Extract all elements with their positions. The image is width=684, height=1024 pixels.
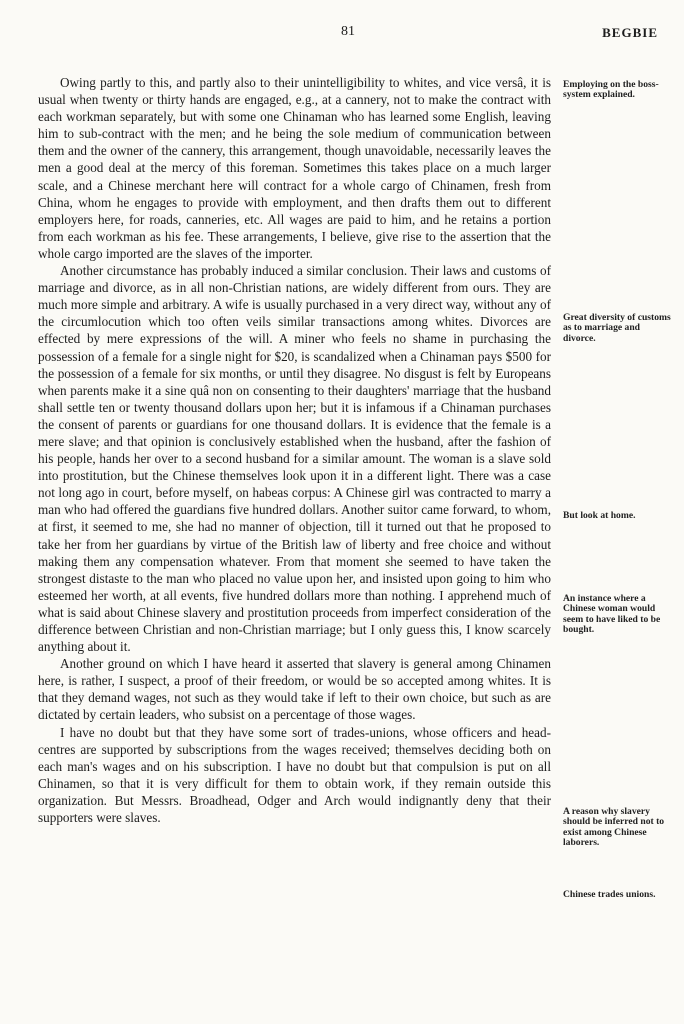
paragraph-marriage-customs: Another circumstance has probably induced a similar conclusion. Their laws and customs of marriage and divorce, as in all non-Christian nations, are widely different from ours. They are much more simple and arbitrary. A wife is usually purchased in a very direct way, without any of the circumlocution which too often veils similar transactions among whites. Divorces are effected by mere expressions of the will. A miner who feels no shame in purchasing the possession of a female for a single night for $20, is scandalized when a Chinaman pays $500 for the possession of a female for six months, or until they disagree. No disgust is felt by Europeans when parents make it a sine quâ non on consenting to their daughters' marriage that the husband shall settle ten or twenty thousand dollars upon her; but it is infamous if a Chinaman purchases the consent of parents or guardians for one thousand dollars. It is evidence that the female is a mere slave; and that opinion is conclusively established when the husband, after the fashion of his people, hands her over to a second husband for a similar amount. The woman is a slave sold into prostitution, but the Chinese themselves look upon it in a different light. There was a case not long ago in court, before myself, on habeas corpus: A Chinese girl was contracted to marry a man who had offered the guardians five hundred dollars. Another suitor came forward, to whom, at first, it seemed to me, she had no manner of objection, till it turned out that he proposed to take her from her guardians by virtue of the British law of liberty and free choice and without making them any compensation whatever. From that moment she seemed to have taken the strongest distaste to the man who placed no value upon her, and insisted upon going to him who esteemed her worth, at all events, five hundred dollars more than nothing. I apprehend much of what is said about Chinese slavery and prostitution proceeds from imperfect consideration of the difference between Christian and non-Christian marriage; but I only guess this, I know scarcely anything about it.	[38, 263, 551, 655]
paragraph-freedom-wages: Another ground on which I have heard it asserted that slavery is general among Chinamen here, is rather, I suspect, a proof of their freedom, or would be so accepted among whites. It is that they demand wages, not such as they would take if left to their own choice, but such as are dictated by certain leaders, who subsist on a percentage of those wages.	[38, 656, 551, 723]
page-header	[38, 24, 658, 44]
sidenote-slavery-reason: A reason why slavery should be inferred not to exist among Chinese laborers.	[563, 806, 665, 849]
body-text	[38, 74, 551, 826]
sidenote-boss-system: Employing on the boss-system explained.	[563, 79, 659, 101]
paragraph-boss-system: Owing partly to this, and partly also to their unintelligibility to whites, and vice versâ, it is usual when twenty or thirty hands are engaged, e.g., at a cannery, not to make the contract with each workman separately, but with some one Chinaman who has learned some English, leaving him to sub-contract with the men; and he being the sole medium of communication between them and the owner of the cannery, this arrangement, though unavoidable, necessarily leaves the men a good deal at the mercy of this foreman. Sometimes this takes place on a much larger scale, and a Chinese merchant here will contract for a whole cargo of Chinamen, fresh from China, whom he engages to provide with employment, and then drafts them out to different employers here, for roads, canneries, etc. All wages are paid to him, and he retains a portion from each workman as his fee. These arrangements, I believe, give rise to the assertion that the whole cargo imported are the slaves of the importer.	[38, 75, 551, 261]
sidenote-look-at-home: But look at home.	[563, 510, 636, 521]
running-head: BEGBIE	[602, 25, 658, 40]
sidenote-chinese-woman: An instance where a Chinese woman would seem to have liked to be bought.	[563, 593, 661, 636]
sidenote-marriage-diversity: Great diversity of customs as to marriage and divorce.	[563, 312, 671, 344]
page-number: 81	[341, 24, 355, 39]
sidenote-trades-unions: Chinese trades unions.	[563, 889, 656, 900]
paragraph-trades-unions: I have no doubt but that they have some sort of trades-unions, whose officers and head-centres are supported by subscriptions from the wages received; themselves deciding both on each man's wages and on his subscription. I have no doubt but that compulsion is put on all Chinamen, so that it is very difficult for them to obtain work, if they remain outside this organization. But Messrs. Broadhead, Odger and Arch would indignantly deny that their supporters were slaves.	[38, 724, 551, 826]
